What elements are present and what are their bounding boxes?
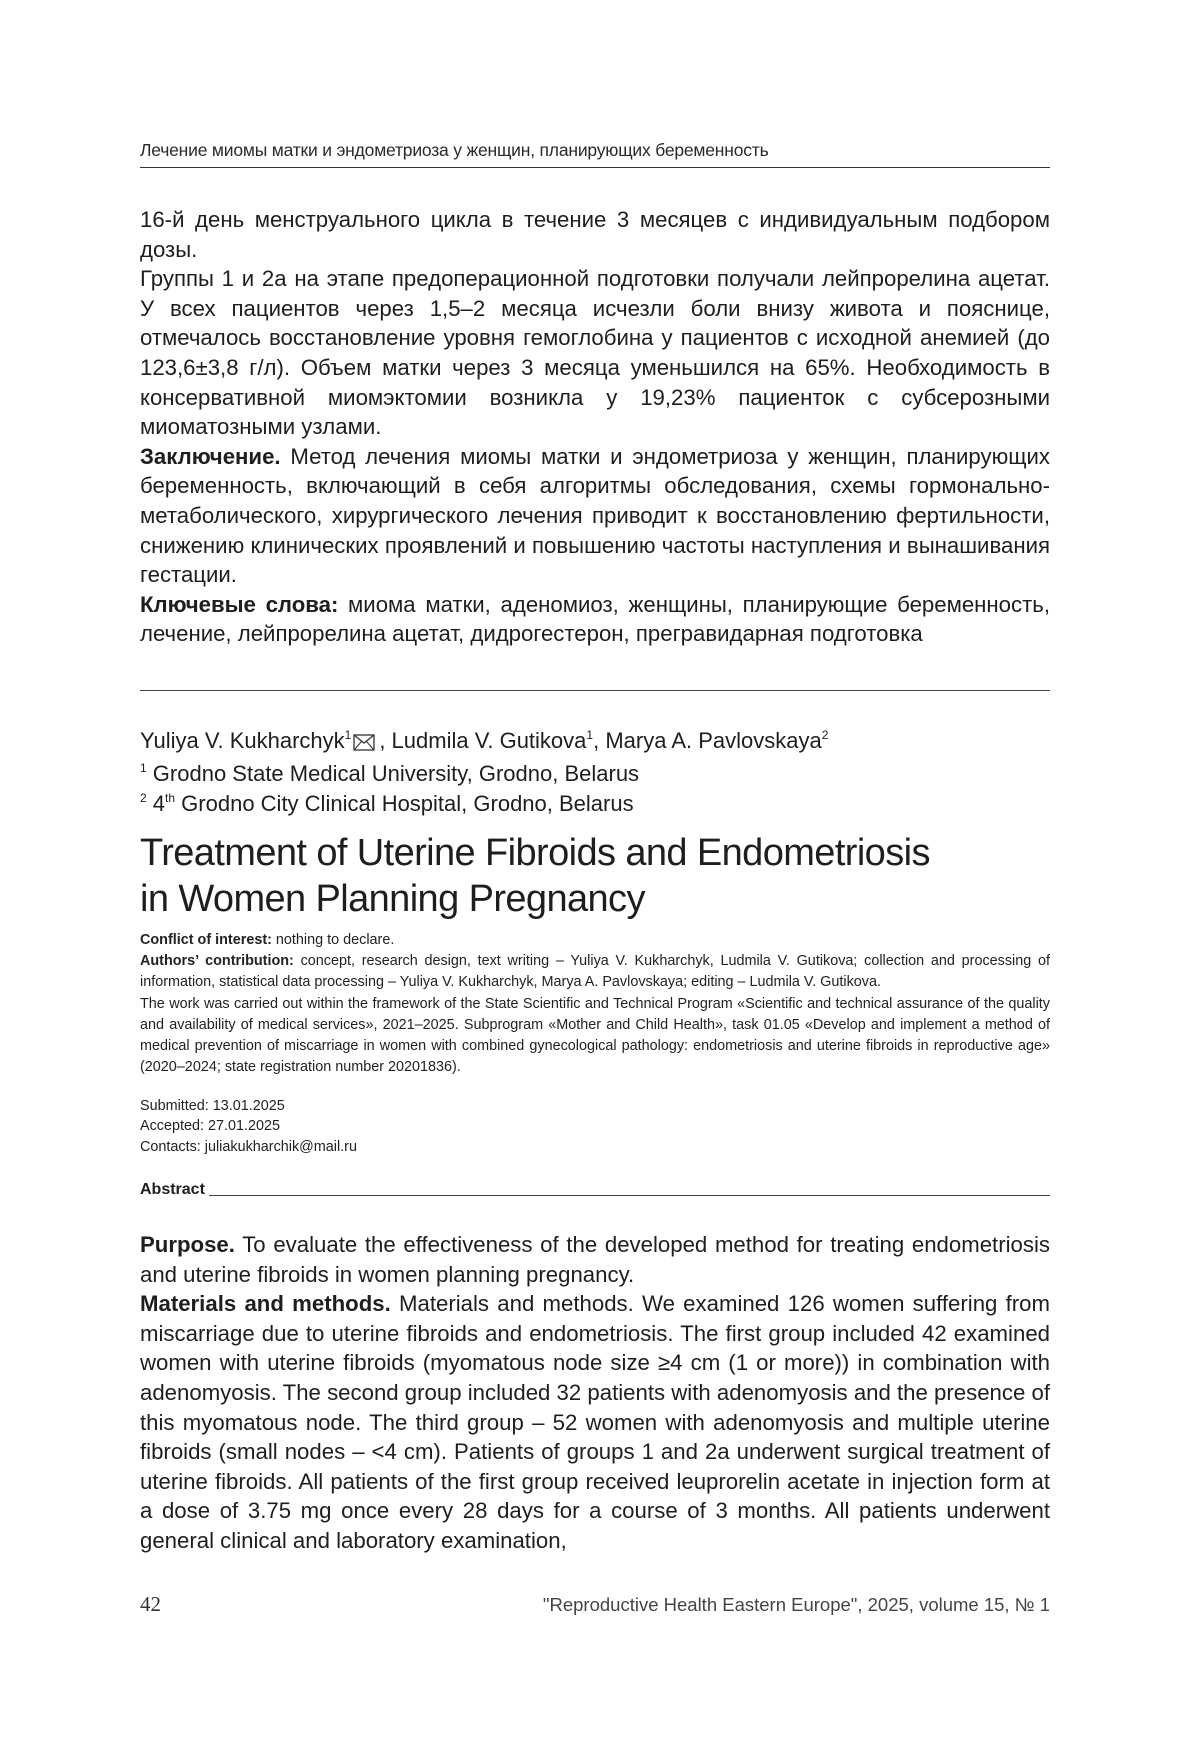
affiliation-text: Grodno City Clinical Hospital, Grodno, Belarus	[175, 791, 634, 816]
russian-abstract-continuation	[140, 205, 1050, 649]
submitted-date: Submitted: 13.01.2025	[140, 1098, 285, 1114]
author-name: , Ludmila V. Gutikova	[379, 728, 587, 753]
purpose-label: Purpose.	[140, 1232, 235, 1257]
ru-paragraph-results: Группы 1 и 2а на этапе предоперационной подготовки получали лейпрорелина ацетат. У всех пациентов через 1,5–2 месяца исчезли боли внизу живота и пояснице, отмечалось восстановление уровня гемоглобина у пациентов с исходной анемией (до 123,6±3,8 г/л). Объем матки через 3 месяца уменьшился на 65%. Необходимость в консервативной миомэктомии возникла у 19,23% пациенток с субсерозными миоматозными узлами.	[140, 266, 1050, 440]
article-metadata	[140, 930, 1050, 1078]
envelope-icon[interactable]	[353, 729, 375, 759]
author-list	[140, 726, 1050, 759]
affiliation-ordinal: 4	[146, 791, 166, 816]
affiliation-2	[140, 789, 1050, 819]
ru-paragraph-dosing: 16-й день менструального цикла в течение 3 месяцев с индивидуальным подбором дозы.	[140, 207, 1050, 262]
contribution-text: concept, research design, text writing – Yuliya V. Kukharchyk, Ludmila V. Gutikova; collection and processing of information, statistical data processing – Yuliya V. Kukharchyk, Marya A. Pavlovskaya; editing – Ludmila V. Gutikova.	[140, 953, 1050, 991]
abstract-methods	[140, 1289, 1050, 1555]
affiliation-marker: 2	[821, 728, 829, 742]
running-header: Лечение миомы матки и эндометриоза у женщин, планирующих беременность	[140, 140, 1050, 168]
affiliation-marker: 1	[344, 728, 352, 742]
contribution-label: Authors’ contribution:	[140, 953, 294, 970]
purpose-text: To evaluate the effectiveness of the developed method for treating endometriosis and uterine fibroids in women planning pregnancy.	[140, 1232, 1050, 1287]
abstract-label: Abstract	[140, 1181, 205, 1198]
page-number: 42	[140, 1592, 161, 1616]
abstract-rule	[209, 1195, 1050, 1196]
affiliation-marker: 1	[586, 728, 594, 742]
funding-statement: The work was carried out within the framework of the State Scientific and Technical Program «Scientific and technical assurance of the quality and availability of medical services», 2021–2025. Subprogram «Mother and Child Health», task 01.05 «Develop and implement a method of medical prevention of miscarriage in women with combined gynecological pathology: endometriosis and uterine fibroids in reproductive age» (2020–2024; state registration number 20201836).	[140, 995, 1050, 1076]
conflict-of-interest	[140, 930, 1050, 951]
abstract-purpose	[140, 1230, 1050, 1289]
ru-keywords	[140, 590, 1050, 649]
conflict-text: nothing to declare.	[271, 932, 395, 948]
english-abstract	[140, 1230, 1050, 1556]
contact-email[interactable]: Contacts: juliakukharchik@mail.ru	[140, 1138, 357, 1155]
accepted-date: Accepted: 27.01.2025	[140, 1118, 281, 1135]
ru-conclusion-text: Метод лечения миомы матки и эндометриоза у женщин, планирующих беременность, включающий в себя алгоритмы обследования, схемы гормонально-метаболического, хирургического лечения приводит к восстановлению фертильности, снижению клинических проявлений и повышению частоты наступления и вынашивания гестации.	[140, 443, 1050, 588]
journal-citation: "Reproductive Health Eastern Europe", 2025, volume 15, № 1	[542, 1594, 1050, 1615]
title-line-2: in Women Planning Pregnancy	[140, 878, 645, 920]
article-title	[140, 830, 1050, 922]
author-name: , Marya A. Pavlovskaya	[593, 728, 822, 753]
affiliation-number: 1	[140, 761, 147, 775]
ru-conclusion	[140, 442, 1050, 590]
methods-text: Materials and methods. We examined 126 women suffering from miscarriage due to uterine fibroids and endometriosis. The first group included 42 examined women with uterine fibroids (myomatous node size ≥4 cm (1 or more)) in combination with adenomyosis. The second group included 32 patients with adenomyosis and the presence of this myomatous node. The third group – 52 women with adenomyosis and multiple uterine fibroids (small nodes – <4 cm). Patients of groups 1 and 2a underwent surgical treatment of uterine fibroids. All patients of the first group received leuprorelin acetate in injection form at a dose of 3.75 mg once every 28 days for a course of 3 months. All patients underwent general clinical and laboratory examination,	[140, 1291, 1051, 1553]
conflict-label: Conflict of interest:	[140, 932, 272, 948]
affiliation-number: 2	[140, 791, 147, 805]
ru-keywords-text: миома матки, аденомиоз, женщины, планирующие беременность, лечение, лейпрорелина ацетат, дидрогестерон, прегравидарная подготовка	[140, 591, 1051, 647]
author-name: Yuliya V. Kukharchyk	[140, 728, 345, 753]
ru-conclusion-label: Заключение.	[140, 443, 281, 469]
title-line-1: Treatment of Uterine Fibroids and Endometriosis	[140, 832, 930, 874]
methods-label: Materials and methods.	[140, 1291, 391, 1317]
affiliation-text: Grodno State Medical University, Grodno, Belarus	[146, 761, 640, 786]
affiliation-1	[140, 759, 1050, 789]
ordinal-suffix: th	[165, 791, 176, 805]
submission-dates	[140, 1096, 1050, 1157]
authors-contribution	[140, 951, 1050, 993]
ru-keywords-label: Ключевые слова:	[140, 591, 339, 617]
section-divider	[140, 690, 1050, 691]
abstract-heading	[140, 1181, 1050, 1199]
author-block	[140, 726, 1050, 819]
